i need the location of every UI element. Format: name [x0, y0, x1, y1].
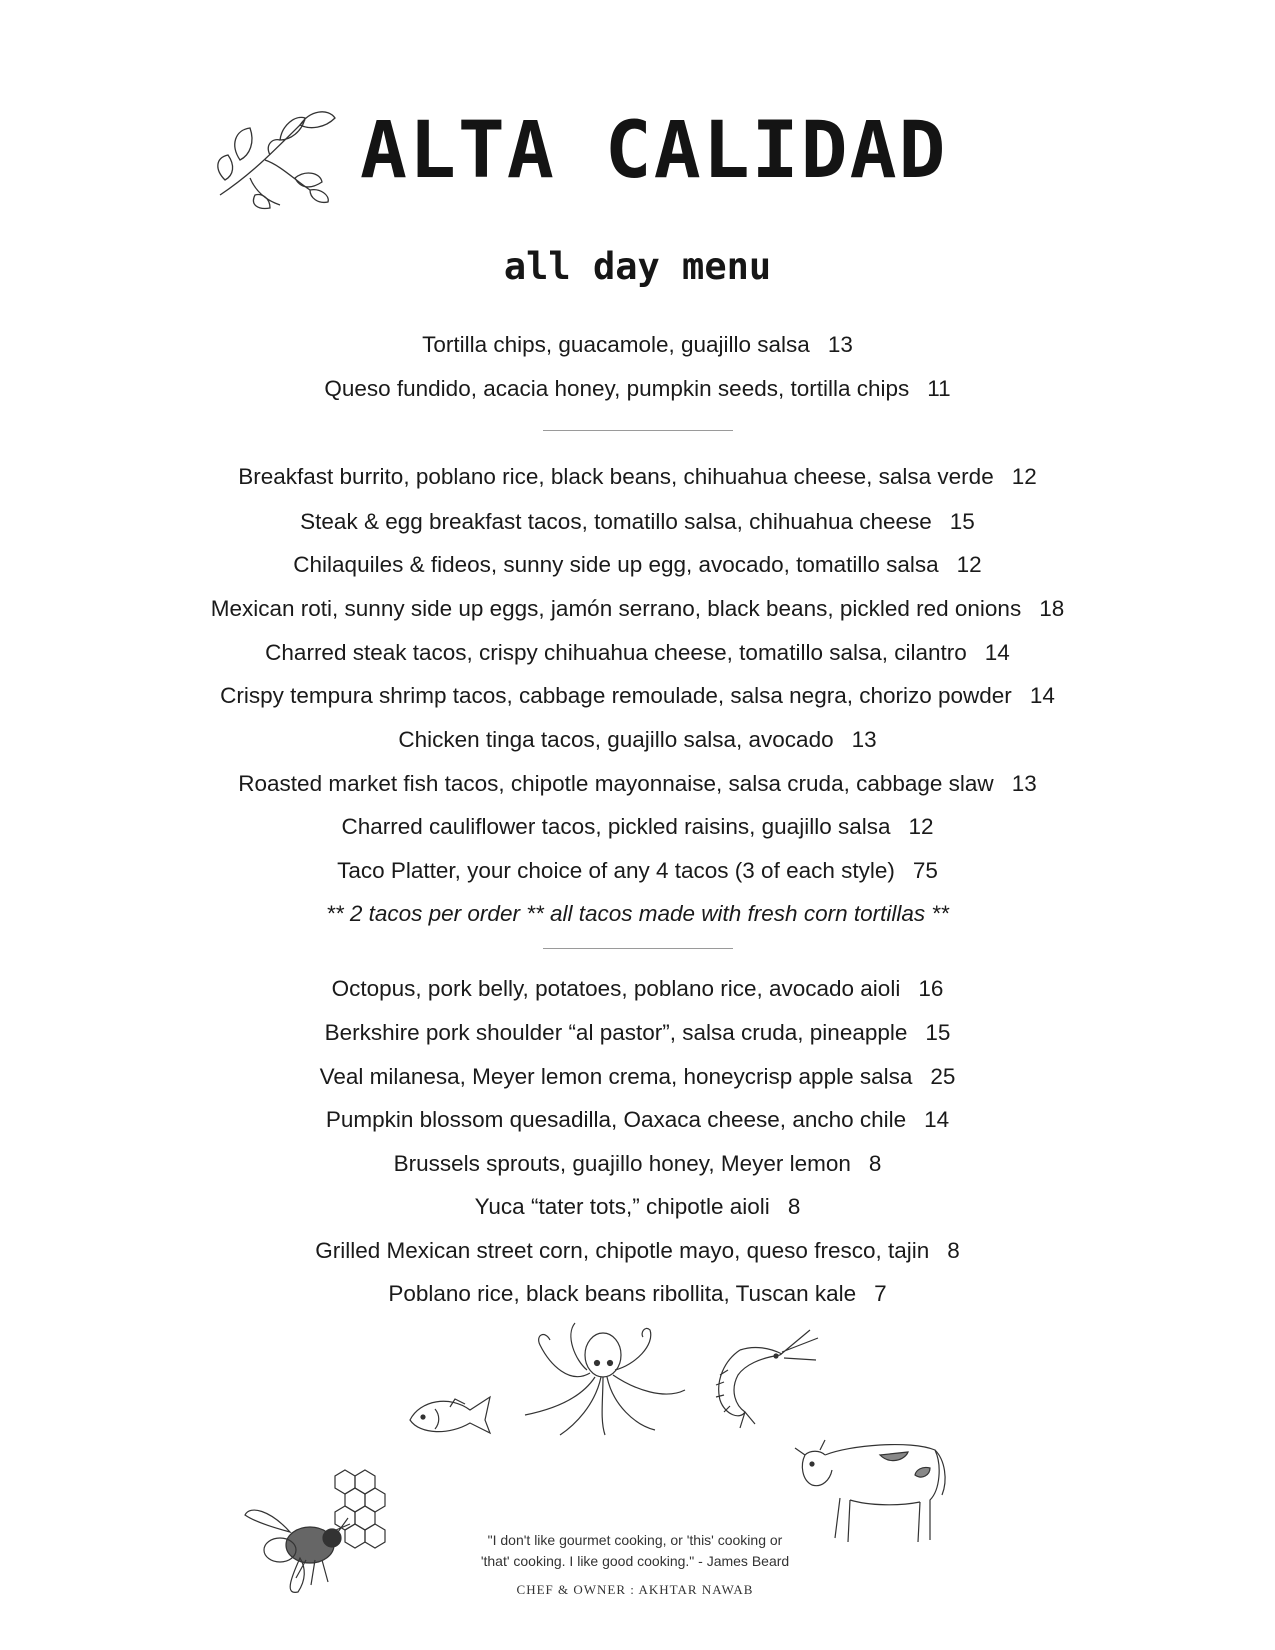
- item-price: 15: [925, 1020, 951, 1045]
- item-price: 13: [1011, 771, 1037, 796]
- chef-quote: [460, 1530, 810, 1572]
- logo: [210, 100, 948, 220]
- item-name: Yuca “tater tots,” chipotle aioli: [474, 1194, 770, 1219]
- item-name: Octopus, pork belly, potatoes, poblano rice, avocado aioli: [331, 976, 901, 1001]
- item-name: Roasted market fish tacos, chipotle mayonnaise, salsa cruda, cabbage slaw: [238, 771, 994, 796]
- item-name: Chilaquiles & fideos, sunny side up egg, avocado, tomatillo salsa: [293, 552, 939, 577]
- item-name: Mexican roti, sunny side up eggs, jamón serrano, black beans, pickled red onions: [210, 596, 1022, 621]
- item-name: Tortilla chips, guacamole, guajillo salsa: [422, 332, 810, 357]
- menu-item: [0, 596, 1275, 622]
- menu-item: [0, 376, 1275, 402]
- item-price: 11: [927, 376, 951, 401]
- menu-item: [0, 509, 1275, 535]
- menu-item: [0, 640, 1275, 666]
- item-name: Queso fundido, acacia honey, pumpkin seeds, tortilla chips: [324, 376, 910, 401]
- item-name: Breakfast burrito, poblano rice, black beans, chihuahua cheese, salsa verde: [238, 464, 994, 489]
- quote-line: 'that' cooking. I like good cooking." - James Beard: [480, 1553, 790, 1569]
- item-price: 75: [912, 858, 938, 883]
- menu-item: [0, 552, 1275, 578]
- section-divider: [543, 430, 733, 431]
- item-price: 12: [956, 552, 982, 577]
- item-price: 12: [1011, 464, 1037, 489]
- item-price: 12: [908, 814, 934, 839]
- menu-item: [0, 771, 1275, 797]
- item-name: Charred steak tacos, crispy chihuahua cheese, tomatillo salsa, cilantro: [265, 640, 967, 665]
- menu-title: all day menu: [503, 245, 772, 288]
- menu-item: [0, 1020, 1275, 1046]
- taco-note: ** 2 tacos per order ** all tacos made with fresh corn tortillas **: [326, 901, 949, 926]
- item-price: 16: [918, 976, 944, 1001]
- item-name: Crispy tempura shrimp tacos, cabbage remoulade, salsa negra, chorizo powder: [220, 683, 1012, 708]
- shrimp-icon: [700, 1320, 820, 1430]
- item-price: 18: [1039, 596, 1065, 621]
- item-name: Berkshire pork shoulder “al pastor”, salsa cruda, pineapple: [324, 1020, 908, 1045]
- menu-item: [0, 1064, 1275, 1090]
- quote-line: "I don't like gourmet cooking, or 'this' cooking or: [487, 1532, 783, 1548]
- menu-item: [0, 332, 1275, 358]
- item-name: Grilled Mexican street corn, chipotle mayo, queso fresco, tajin: [315, 1238, 930, 1263]
- item-price: 8: [868, 1151, 882, 1176]
- menu-item: [0, 1194, 1275, 1220]
- item-name: Charred cauliflower tacos, pickled raisins, guajillo salsa: [341, 814, 891, 839]
- menu-item: [0, 814, 1275, 840]
- chef-credit: CHEF & OWNER : AKHTAR NAWAB: [516, 1582, 754, 1597]
- item-price: 14: [1029, 683, 1055, 708]
- item-price: 13: [851, 727, 877, 752]
- item-price: 8: [787, 1194, 801, 1219]
- restaurant-name: ALTA CALIDAD: [360, 106, 948, 196]
- leaf-branch-icon: [210, 100, 345, 210]
- item-name: Veal milanesa, Meyer lemon crema, honeycrisp apple salsa: [319, 1064, 913, 1089]
- item-price: 8: [947, 1238, 960, 1263]
- item-price: 25: [930, 1064, 956, 1089]
- menu-item: [0, 976, 1275, 1002]
- item-name: Steak & egg breakfast tacos, tomatillo salsa, chihuahua cheese: [300, 509, 932, 534]
- cow-icon: [790, 1420, 950, 1550]
- menu-item: [0, 1281, 1275, 1307]
- item-price: 14: [924, 1107, 950, 1132]
- menu-item: [0, 683, 1275, 709]
- item-price: 14: [984, 640, 1010, 665]
- menu-item: [0, 727, 1275, 753]
- octopus-icon: [515, 1315, 690, 1440]
- menu-item: [0, 1238, 1275, 1264]
- item-name: Taco Platter, your choice of any 4 tacos (3 of each style): [337, 858, 895, 883]
- fish-icon: [405, 1385, 495, 1440]
- item-name: Pumpkin blossom quesadilla, Oaxaca cheese, ancho chile: [325, 1107, 907, 1132]
- item-price: 13: [827, 332, 853, 357]
- item-name: Chicken tinga tacos, guajillo salsa, avocado: [398, 727, 834, 752]
- item-price: 15: [949, 509, 975, 534]
- menu-item: [0, 1107, 1275, 1133]
- section-divider: [543, 948, 733, 949]
- bee-honeycomb-icon: [240, 1460, 405, 1600]
- item-name: Poblano rice, black beans ribollita, Tuscan kale: [388, 1281, 857, 1306]
- menu-item: [0, 858, 1275, 884]
- menu-item: [0, 464, 1275, 490]
- menu-item: [0, 1151, 1275, 1177]
- item-price: 7: [874, 1281, 887, 1306]
- item-name: Brussels sprouts, guajillo honey, Meyer lemon: [393, 1151, 851, 1176]
